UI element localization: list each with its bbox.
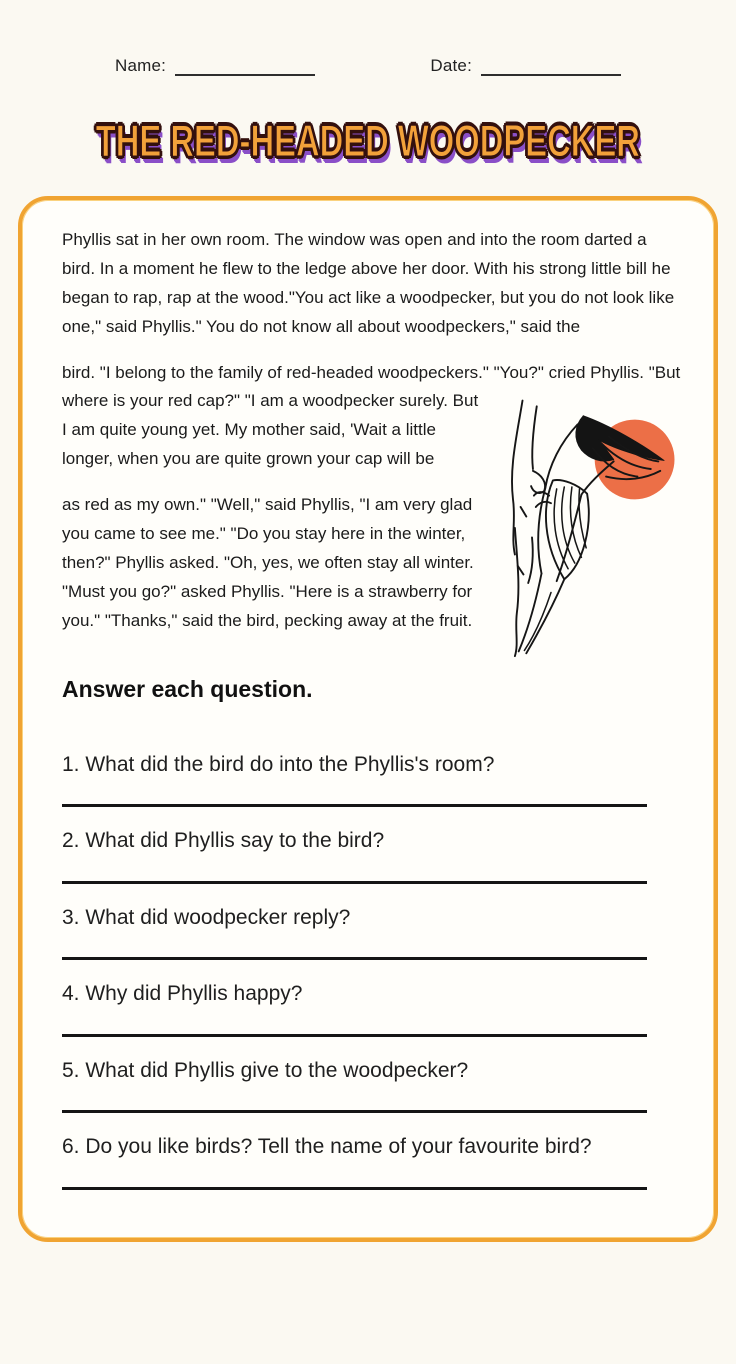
question-block-1 [62,749,684,808]
name-label: Name: [115,56,167,75]
date-label: Date: [430,56,472,75]
question-5: 5. What did Phyllis give to the woodpecker? [62,1058,469,1082]
name-date-row [0,56,736,76]
answer-line-2[interactable] [62,881,647,884]
date-field [430,56,621,76]
questions-heading: Answer each question. [62,675,313,702]
passage-paragraph-3: as red as my own." "Well," said Phyllis, "I am very glad you came to see me." "Do you stay here in the winter, then?" Phyllis asked. "Oh, yes, we often stay all winter. "Must you go?" asked Phyllis. "Here is a strawberry for you." "Thanks," said the bird, pecking away at the fruit. [62,495,474,630]
name-field [115,56,315,76]
answer-line-5[interactable] [62,1110,647,1113]
question-2: 2. What did Phyllis say to the bird? [62,829,385,853]
passage-paragraph-1: Phyllis sat in her own room. The window was open and into the room darted a bird. In a moment he flew to the ledge above her door. With his strong little bill he began to rap, rap at the wood."You act like a woodpecker, but you do not look like one," said Phyllis." You do not know all about woodpeckers," said the [62,230,675,336]
question-1: 1. What did the bird do into the Phyllis's room? [62,752,495,776]
answer-line-4[interactable] [62,1034,647,1037]
question-block-2 [62,825,684,884]
question-block-6 [62,1131,684,1190]
passage-paragraph-2: bird. "I belong to the family of red-headed woodpeckers." "You?" cried Phyllis. "But where is your red cap?" "I am a woodpecker surely. But I am quite young yet. My mother said, 'Wait a little longer, when you are quite grown your cap will be [62,362,681,469]
worksheet-page [0,56,736,1242]
title-row [0,116,736,168]
question-4: 4. Why did Phyllis happy? [62,982,303,1006]
answer-line-3[interactable] [62,957,647,960]
question-block-4 [62,978,684,1037]
question-block-5 [62,1055,684,1114]
woodpecker-illustration [494,390,684,662]
question-block-3 [62,902,684,961]
worksheet-title: THE RED-HEADED WOODPECKER [95,116,641,166]
answer-line-6[interactable] [62,1187,647,1190]
name-input-line[interactable] [175,60,315,76]
answer-line-1[interactable] [62,804,647,807]
date-input-line[interactable] [481,60,621,76]
content-panel [18,196,718,1242]
passage [62,226,684,636]
question-3: 3. What did woodpecker reply? [62,905,351,929]
question-6: 6. Do you like birds? Tell the name of your favourite bird? [62,1135,592,1159]
woodpecker-line-art-icon [494,390,684,662]
